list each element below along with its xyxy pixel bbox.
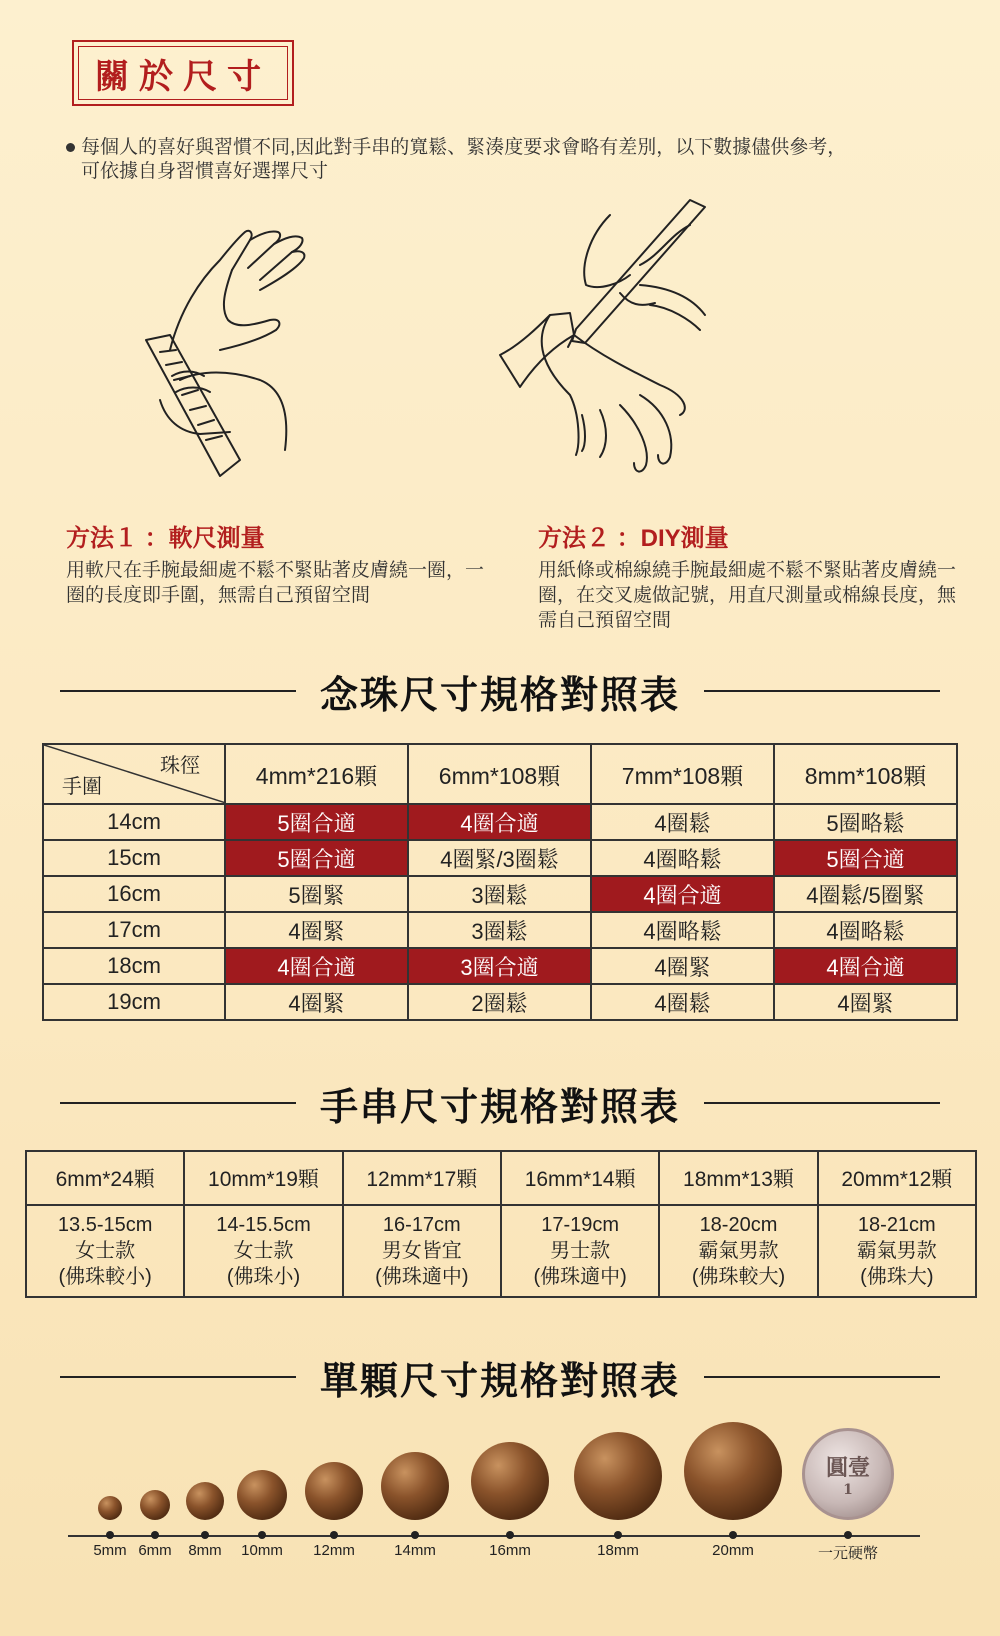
method-1-text: 用軟尺在手腕最細處不鬆不緊貼著皮膚繞一圈，一圈的長度即手圍，無需自己預留空間: [66, 560, 485, 606]
table-cell: 4圈鬆/5圈緊: [774, 876, 957, 912]
column-header: 7mm*108顆: [591, 744, 774, 804]
axis-tick: [330, 1531, 338, 1539]
table-row: [43, 876, 957, 912]
table-cell: 4圈略鬆: [591, 840, 774, 876]
recommended-cell: 4圈合適: [591, 876, 774, 912]
table-row: [43, 840, 957, 876]
spec-line: (佛珠較小): [58, 1266, 152, 1288]
corner-label-wrist: 手圍: [62, 776, 102, 798]
intro-line-1: 每個人的喜好與習慣不同,因此對手串的寬鬆、緊湊度要求會略有差別，以下數據儘供參考，: [81, 137, 847, 158]
spec-line: 16-17cm: [382, 1214, 461, 1236]
axis-tick: [844, 1531, 852, 1539]
table-cell: 4圈緊/3圈鬆: [408, 840, 591, 876]
table-cell: 5圈略鬆: [774, 804, 957, 840]
recommended-cell: 5圈合適: [225, 840, 408, 876]
axis-tick: [729, 1531, 737, 1539]
recommended-cell: 3圈合適: [408, 948, 591, 984]
mala-table-heading: [60, 666, 940, 716]
recommended-cell: 4圈合適: [774, 948, 957, 984]
spec-line: 男士款: [550, 1240, 611, 1262]
spec-line: 17-19cm: [541, 1214, 620, 1236]
recommended-cell: 4圈合適: [225, 948, 408, 984]
spec-line: 14-15.5cm: [216, 1214, 311, 1236]
bracelet-spec-cell: [818, 1205, 976, 1297]
coin-icon: [802, 1428, 894, 1520]
coin-text: 1: [843, 1481, 853, 1498]
section-title: 關於尺寸: [78, 46, 288, 100]
size-label: 5mm: [93, 1542, 127, 1559]
axis-tick: [258, 1531, 266, 1539]
bead-14mm: [381, 1452, 449, 1520]
column-header: 6mm*108顆: [408, 744, 591, 804]
section-title-box: [72, 40, 294, 106]
spec-line: 女士款: [75, 1240, 136, 1262]
size-label: 16mm: [489, 1542, 531, 1559]
bracelet-table-heading-text: 手串尺寸規格對照表: [320, 1086, 681, 1129]
recommended-cell: 4圈合適: [408, 804, 591, 840]
spec-line: 霸氣男款: [856, 1240, 937, 1262]
column-header: 16mm*14顆: [501, 1151, 659, 1205]
divider: [704, 1376, 940, 1378]
wrist-size-cell: 14cm: [43, 804, 225, 840]
table-row: [43, 984, 957, 1020]
spec-line: 13.5-15cm: [57, 1214, 153, 1236]
table-cell: 4圈鬆: [591, 984, 774, 1020]
spec-line: 18-20cm: [699, 1214, 778, 1236]
bead-16mm: [471, 1442, 549, 1520]
axis-tick: [614, 1531, 622, 1539]
spec-line: 霸氣男款: [698, 1240, 779, 1262]
size-label: 18mm: [597, 1542, 639, 1559]
bead-12mm: [305, 1462, 363, 1520]
spec-line: 男女皆宜: [381, 1240, 462, 1262]
bracelet-spec-cell: [501, 1205, 659, 1297]
column-header: 20mm*12顆: [818, 1151, 976, 1205]
divider: [704, 1102, 940, 1104]
table-corner-cell: [43, 744, 225, 804]
wrist-size-cell: 15cm: [43, 840, 225, 876]
bracelet-table-heading: [60, 1078, 940, 1128]
recommended-cell: 5圈合適: [774, 840, 957, 876]
table-cell: 2圈鬆: [408, 984, 591, 1020]
mala-table-heading-text: 念珠尺寸規格對照表: [320, 674, 681, 717]
divider: [60, 1376, 296, 1378]
size-label: 8mm: [188, 1542, 222, 1559]
table-cell: 4圈緊: [225, 912, 408, 948]
spec-line: 女士款: [233, 1240, 294, 1262]
method-1-title: 方法１ ：軟尺測量: [66, 525, 265, 552]
size-axis: [68, 1535, 920, 1537]
axis-tick: [151, 1531, 159, 1539]
axis-tick: [201, 1531, 209, 1539]
size-label: 14mm: [394, 1542, 436, 1559]
method-2-text: 用紙條或棉線繞手腕最細處不鬆不緊貼著皮膚繞一圈，在交叉處做記號，用直尺測量或棉線長度，無需自己預留空間: [538, 560, 957, 631]
axis-tick: [106, 1531, 114, 1539]
spec-line: (佛珠適中): [375, 1266, 469, 1288]
table-cell: 5圈緊: [225, 876, 408, 912]
column-header: 6mm*24顆: [26, 1151, 184, 1205]
bracelet-spec-cell: [659, 1205, 817, 1297]
column-header: 18mm*13顆: [659, 1151, 817, 1205]
wrist-size-cell: 19cm: [43, 984, 225, 1020]
column-header: 4mm*216顆: [225, 744, 408, 804]
diy-measure-illustration: [490, 195, 760, 485]
bracelet-size-table: [25, 1150, 977, 1298]
axis-tick: [506, 1531, 514, 1539]
bead-size-heading-text: 單顆尺寸規格對照表: [320, 1360, 681, 1403]
table-cell: 3圈鬆: [408, 912, 591, 948]
wrist-size-cell: 16cm: [43, 876, 225, 912]
table-row: [43, 948, 957, 984]
divider: [60, 690, 296, 692]
divider: [704, 690, 940, 692]
corner-label-bead: 珠徑: [160, 755, 200, 777]
table-row: [43, 912, 957, 948]
size-label: 一元硬幣: [817, 1545, 879, 1562]
bead-20mm: [684, 1422, 782, 1520]
size-label: 12mm: [313, 1542, 355, 1559]
spec-line: (佛珠小): [226, 1266, 301, 1288]
table-cell: 4圈緊: [774, 984, 957, 1020]
method-2-title: 方法２ ：DIY測量: [538, 525, 729, 552]
intro-text: [66, 136, 946, 184]
wrist-size-cell: 18cm: [43, 948, 225, 984]
bead-8mm: [186, 1482, 224, 1520]
bead-6mm: [140, 1490, 170, 1520]
bead-10mm: [237, 1470, 287, 1520]
recommended-cell: 5圈合適: [225, 804, 408, 840]
table-cell: 4圈鬆: [591, 804, 774, 840]
intro-line-2: 可依據自身習慣喜好選擇尺寸: [81, 161, 329, 182]
column-header: 10mm*19顆: [184, 1151, 342, 1205]
column-header: 12mm*17顆: [343, 1151, 501, 1205]
mala-size-table: [42, 743, 958, 1021]
table-cell: 4圈緊: [591, 948, 774, 984]
spec-line: 18-21cm: [857, 1214, 936, 1236]
divider: [60, 1102, 296, 1104]
bead-5mm: [98, 1496, 122, 1520]
column-header: 8mm*108顆: [774, 744, 957, 804]
table-cell: 3圈鬆: [408, 876, 591, 912]
bracelet-spec-cell: [343, 1205, 501, 1297]
table-cell: 4圈略鬆: [591, 912, 774, 948]
size-label: 20mm: [712, 1542, 754, 1559]
tape-measure-illustration: [120, 220, 340, 490]
wrist-size-cell: 17cm: [43, 912, 225, 948]
size-label: 6mm: [138, 1542, 172, 1559]
table-row: [43, 804, 957, 840]
table-cell: 4圈略鬆: [774, 912, 957, 948]
axis-tick: [411, 1531, 419, 1539]
bracelet-spec-cell: [184, 1205, 342, 1297]
spec-line: (佛珠大): [860, 1266, 934, 1288]
coin-text: 圓壹: [825, 1454, 870, 1481]
table-cell: 4圈緊: [225, 984, 408, 1020]
spec-line: (佛珠適中): [533, 1266, 627, 1288]
spec-line: (佛珠較大): [691, 1266, 786, 1288]
size-label: 10mm: [241, 1542, 283, 1559]
bead-size-heading: [60, 1352, 940, 1402]
bullet-icon: [66, 143, 75, 152]
bead-18mm: [574, 1432, 662, 1520]
bracelet-spec-cell: [26, 1205, 184, 1297]
